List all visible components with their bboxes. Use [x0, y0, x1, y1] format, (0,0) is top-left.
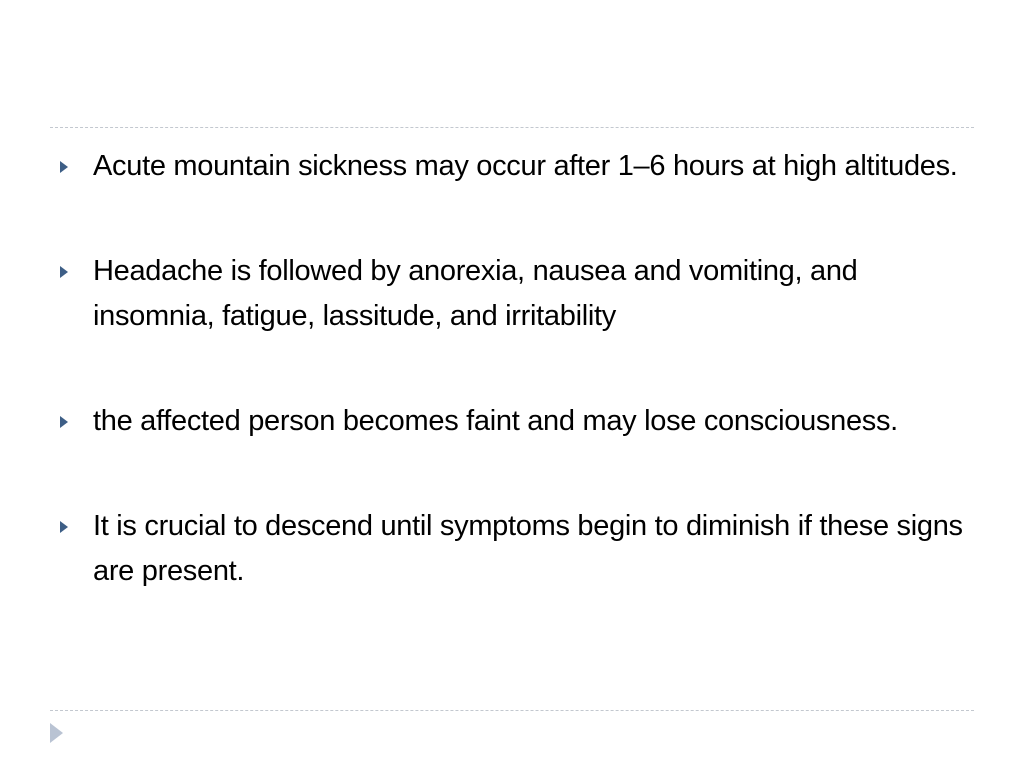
triangle-right-icon	[60, 416, 68, 428]
bullet-item	[60, 144, 980, 189]
triangle-right-icon	[60, 266, 68, 278]
bottom-divider	[50, 710, 974, 711]
next-slide-icon[interactable]	[50, 723, 63, 743]
bullet-item	[60, 249, 980, 339]
triangle-right-icon	[60, 521, 68, 533]
bullet-text: It is crucial to descend until symptoms begin to diminish if these signs are present.	[93, 510, 963, 587]
triangle-right-icon	[60, 161, 68, 173]
top-divider	[50, 127, 974, 128]
bullet-text: Acute mountain sickness may occur after 1–6 hours at high altitudes.	[93, 150, 958, 182]
bullet-item	[60, 399, 980, 444]
bullet-list	[60, 144, 980, 594]
bullet-item	[60, 504, 980, 594]
bullet-text: Headache is followed by anorexia, nausea and vomiting, and insomnia, fatigue, lassitude, and irritability	[93, 255, 858, 332]
bullet-text: the affected person becomes faint and may lose consciousness.	[93, 405, 898, 437]
